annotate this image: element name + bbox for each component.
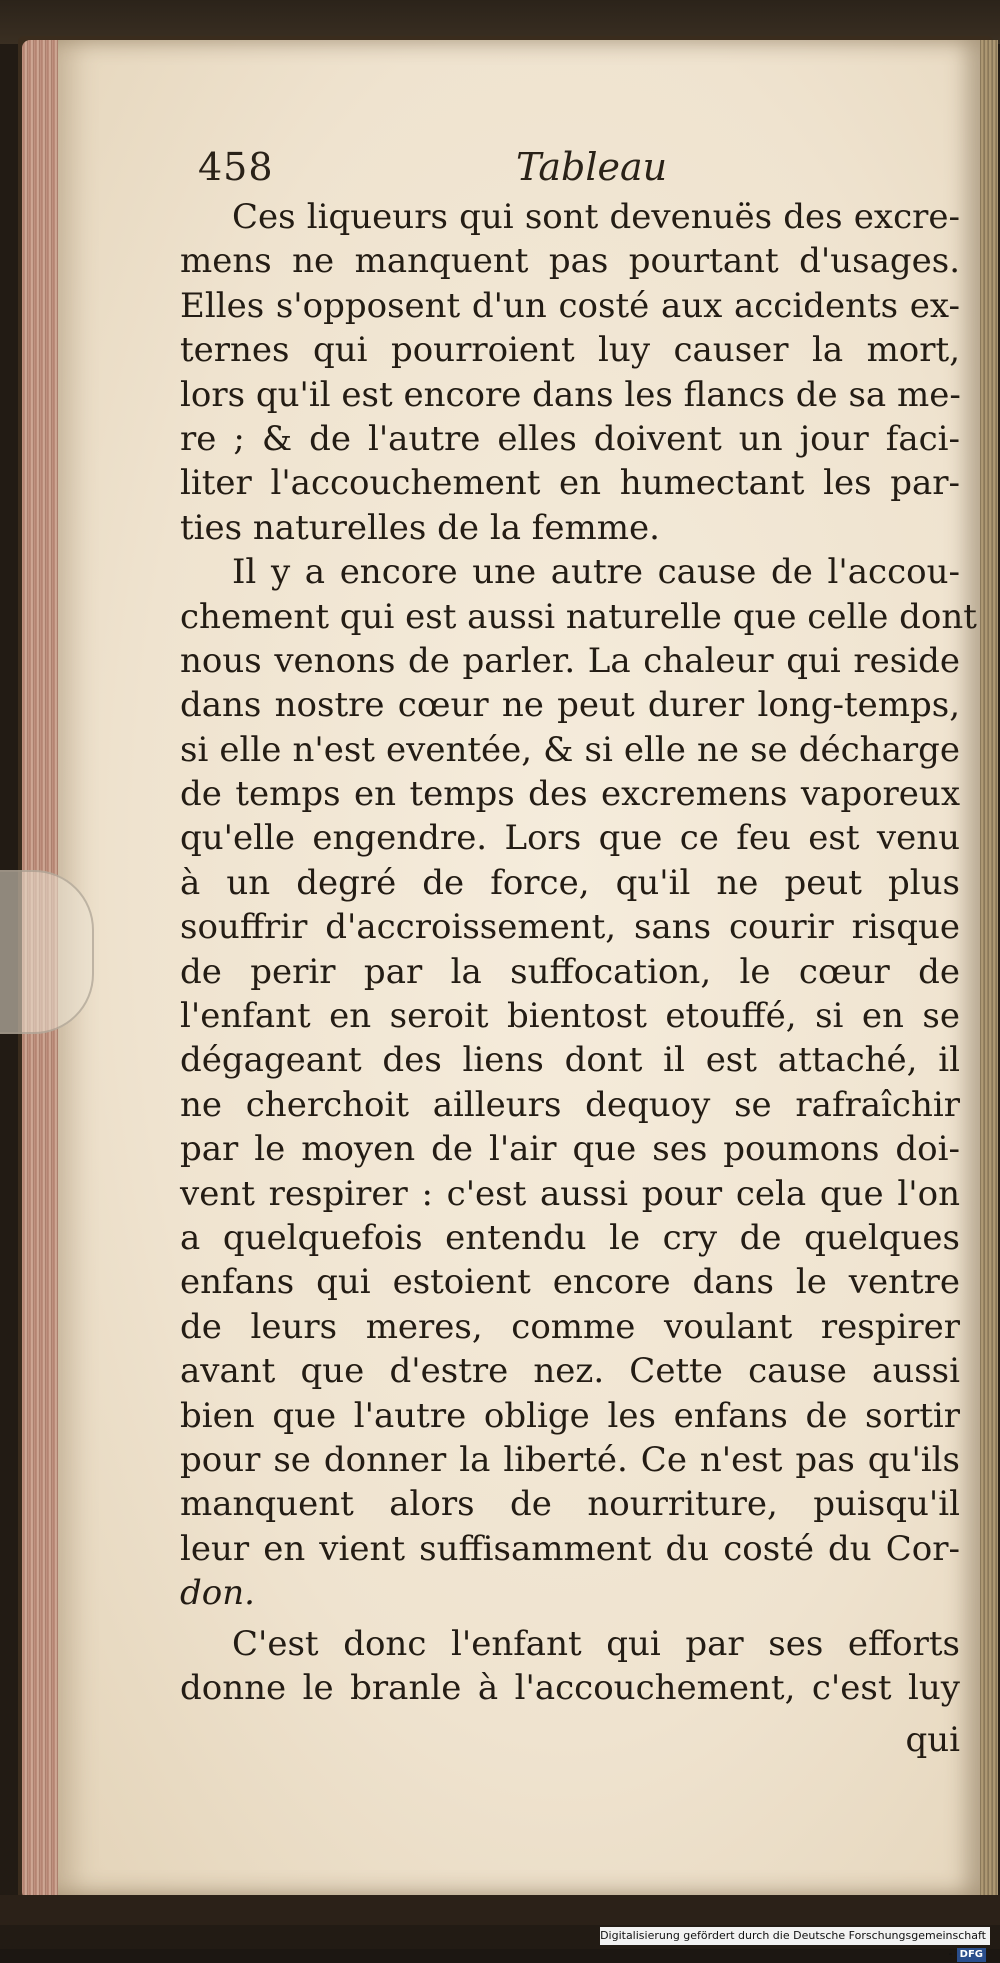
text-line: si elle n'est eventée, & si elle ne se décharge xyxy=(180,729,960,770)
page-header xyxy=(198,145,978,195)
digitization-footer xyxy=(600,1927,990,1960)
dfg-logo: DFG xyxy=(957,1948,986,1962)
text-line: leur en vient suffisamment du costé du Cor- xyxy=(180,1528,960,1569)
text-line: de perir par la suffocation, le cœur de xyxy=(180,951,960,992)
page-number: 458 xyxy=(198,145,274,189)
text-line: qu'elle engendre. Lors que ce feu est venu xyxy=(180,818,960,859)
text-line: ternes qui pourroient luy causer la mort, xyxy=(180,330,960,371)
book-bottom-edge xyxy=(0,1895,1000,1925)
text-line: don. xyxy=(180,1573,255,1614)
text-line: bien que l'autre oblige les enfans de sortir xyxy=(180,1395,960,1436)
body-text xyxy=(180,195,977,1763)
page-clip xyxy=(0,870,94,1034)
text-line: avant que d'estre nez. Cette cause aussi xyxy=(180,1351,960,1392)
paragraph xyxy=(180,1622,960,1711)
text-line: chement qui est aussi naturelle que celle dont xyxy=(180,596,977,637)
text-line: pour se donner la liberté. Ce n'est pas qu'ils xyxy=(180,1439,960,1480)
text-line: lors qu'il est encore dans les flancs de sa me- xyxy=(180,374,961,415)
text-line: ne cherchoit ailleurs dequoy se rafraîchir xyxy=(180,1084,960,1125)
text-line: par le moyen de l'air que ses poumons doi- xyxy=(180,1129,960,1170)
text-line: liter l'accouchement en humectant les par- xyxy=(180,463,960,504)
text-line: vent respirer : c'est aussi pour cela que l'on xyxy=(180,1173,960,1214)
paragraph xyxy=(180,195,960,550)
text-line: C'est donc l'enfant qui par ses efforts xyxy=(232,1623,960,1664)
text-line: à un degré de force, qu'il ne peut plus xyxy=(180,862,960,903)
text-line: Il y a encore une autre cause de l'accou- xyxy=(232,552,960,593)
text-line: dans nostre cœur ne peut durer long-temps, xyxy=(180,685,960,726)
text-line: de temps en temps des excremens vaporeux xyxy=(180,774,960,815)
text-line: l'enfant en seroit bientost etouffé, si en se xyxy=(180,996,960,1037)
paragraph xyxy=(180,550,977,1615)
page-edges-right xyxy=(980,40,998,1895)
text-line: nous venons de parler. La chaleur qui reside xyxy=(180,640,960,681)
text-line: de leurs meres, comme voulant respirer xyxy=(180,1306,960,1347)
footer-credit: Digitalisierung gefördert durch die Deutsche Forschungsgemeinschaft - xyxy=(600,1929,986,1960)
text-line: enfans qui estoient encore dans le ventre xyxy=(180,1262,960,1303)
text-line: mens ne manquent pas pourtant d'usages. xyxy=(180,241,960,282)
catchword: qui xyxy=(905,1720,960,1761)
text-line: Ces liqueurs qui sont devenuës des excre- xyxy=(232,197,960,237)
text-line: re ; & de l'autre elles doivent un jour faci- xyxy=(180,418,960,459)
text-line: Elles s'opposent d'un costé aux accidents ex- xyxy=(180,285,960,326)
text-line: dégageant des liens dont il est attaché, il xyxy=(180,1040,960,1081)
running-head: Tableau xyxy=(516,145,668,189)
text-line: souffrir d'accroissement, sans courir risque xyxy=(180,907,960,948)
text-line: manquent alors de nourriture, puisqu'il xyxy=(180,1484,960,1525)
text-line: donne le branle à l'accouchement, c'est luy xyxy=(180,1667,960,1708)
text-line: a quelquefois entendu le cry de quelques xyxy=(180,1217,960,1258)
text-line: ties naturelles de la femme. xyxy=(180,507,660,548)
